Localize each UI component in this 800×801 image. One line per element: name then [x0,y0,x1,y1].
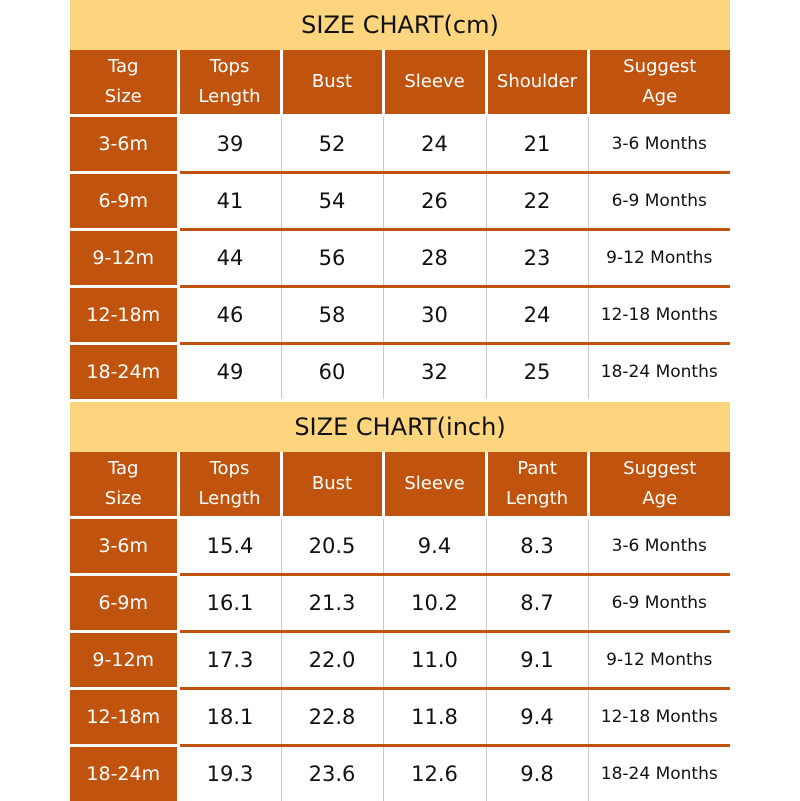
suggest-age-cell: 9-12 Months [588,632,730,689]
measure-cell: 49 [178,344,281,400]
measure-cell: 46 [178,287,281,344]
column-header-line: Shoulder [488,67,587,97]
measure-cell: 15.4 [178,518,281,575]
measure-cell: 19.3 [178,746,281,801]
column-header-line: Sleeve [385,67,485,97]
size-table-cm [70,50,730,399]
column-header-line: Tag [70,52,177,82]
suggest-age-cell: 3-6 Months [588,518,730,575]
measure-cell: 41 [178,173,281,230]
measure-cell: 23 [486,230,588,287]
suggest-age-cell: 6-9 Months [588,575,730,632]
column-header-line: Suggest [590,454,731,484]
measure-cell: 21 [486,116,588,173]
column-header-line: Length [180,484,280,514]
column-header [588,50,730,116]
suggest-age-cell: 18-24 Months [588,746,730,801]
column-header-line: Length [488,484,587,514]
right-margin [730,0,800,800]
suggest-age-cell: 12-18 Months [588,689,730,746]
size-chart-cm [70,0,730,399]
column-header-line: Bust [283,469,382,499]
measure-cell: 8.7 [486,575,588,632]
tag-size-cell: 6-9m [70,173,178,230]
measure-cell: 8.3 [486,518,588,575]
column-header [383,452,486,518]
measure-cell: 24 [486,287,588,344]
measure-cell: 39 [178,116,281,173]
column-header-line: Suggest [590,52,731,82]
measure-cell: 17.3 [178,632,281,689]
measure-cell: 60 [281,344,383,400]
column-header-line: Sleeve [385,469,485,499]
tag-size-cell: 18-24m [70,746,178,801]
tag-size-cell: 12-18m [70,689,178,746]
column-header-line: Age [590,484,731,514]
column-header [178,50,281,116]
measure-cell: 56 [281,230,383,287]
measure-cell: 11.0 [383,632,486,689]
column-header [70,452,178,518]
suggest-age-cell: 12-18 Months [588,287,730,344]
table-row [70,173,730,230]
suggest-age-cell: 3-6 Months [588,116,730,173]
tag-size-cell: 12-18m [70,287,178,344]
column-header-line: Bust [283,67,382,97]
column-header [281,452,383,518]
column-header-line: Age [590,82,731,112]
column-header [70,50,178,116]
measure-cell: 22 [486,173,588,230]
column-header-line: Size [70,82,177,112]
size-table-inch [70,452,730,801]
measure-cell: 32 [383,344,486,400]
table-row [70,344,730,400]
suggest-age-cell: 9-12 Months [588,230,730,287]
measure-cell: 11.8 [383,689,486,746]
column-header-line: Tops [180,52,280,82]
measure-cell: 28 [383,230,486,287]
column-header [178,452,281,518]
chart-title-cm: SIZE CHART(cm) [70,0,730,50]
column-header-line: Pant [488,454,587,484]
tag-size-cell: 3-6m [70,518,178,575]
measure-cell: 52 [281,116,383,173]
tag-size-cell: 9-12m [70,632,178,689]
column-header [588,452,730,518]
table-row [70,746,730,801]
measure-cell: 20.5 [281,518,383,575]
column-header-line: Size [70,484,177,514]
column-header-line: Tops [180,454,280,484]
measure-cell: 22.0 [281,632,383,689]
measure-cell: 21.3 [281,575,383,632]
measure-cell: 58 [281,287,383,344]
chart-title-inch: SIZE CHART(inch) [70,402,730,452]
table-row [70,632,730,689]
column-header [383,50,486,116]
measure-cell: 10.2 [383,575,486,632]
measure-cell: 23.6 [281,746,383,801]
column-header [281,50,383,116]
column-header [486,50,588,116]
measure-cell: 24 [383,116,486,173]
measure-cell: 30 [383,287,486,344]
measure-cell: 16.1 [178,575,281,632]
table-row [70,575,730,632]
column-header [486,452,588,518]
measure-cell: 25 [486,344,588,400]
table-row [70,518,730,575]
measure-cell: 12.6 [383,746,486,801]
header-row [70,452,730,518]
measure-cell: 18.1 [178,689,281,746]
left-margin [0,0,70,800]
column-header-line: Length [180,82,280,112]
table-row [70,230,730,287]
tag-size-cell: 3-6m [70,116,178,173]
header-row [70,50,730,116]
tag-size-cell: 6-9m [70,575,178,632]
table-row [70,287,730,344]
measure-cell: 54 [281,173,383,230]
measure-cell: 9.8 [486,746,588,801]
suggest-age-cell: 6-9 Months [588,173,730,230]
measure-cell: 22.8 [281,689,383,746]
table-row [70,689,730,746]
suggest-age-cell: 18-24 Months [588,344,730,400]
tag-size-cell: 9-12m [70,230,178,287]
table-row [70,116,730,173]
column-header-line: Tag [70,454,177,484]
measure-cell: 9.4 [383,518,486,575]
measure-cell: 44 [178,230,281,287]
measure-cell: 9.4 [486,689,588,746]
tag-size-cell: 18-24m [70,344,178,400]
measure-cell: 9.1 [486,632,588,689]
measure-cell: 26 [383,173,486,230]
size-chart-inch [70,402,730,801]
